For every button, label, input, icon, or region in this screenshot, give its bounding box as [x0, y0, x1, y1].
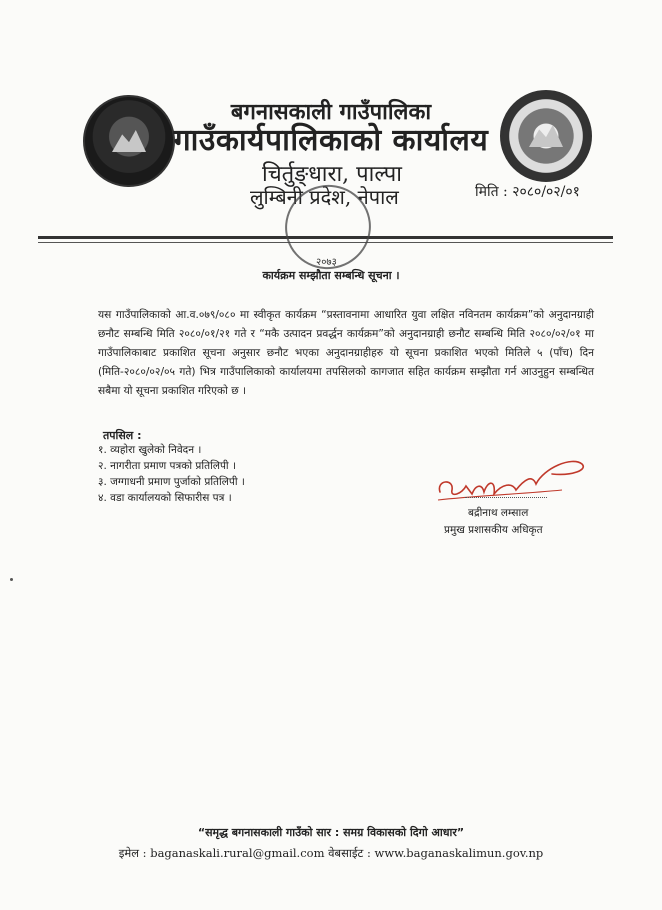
notice-body: यस गाउँपालिकाको आ.व.०७९/०८० मा स्वीकृत कार्यक्रम “प्रस्तावनामा आधारित युवा लक्षित नविनतम कार्यक्रम”को अनुदानग्राही छनौट सम्बन्धि मिति २०८०/०१/२१ गते र “मकै उत्पादन प्रवर्द्धन कार्यक्रम”को अनुदानग्राही छनौट सम्बन्धि मिति २०८०/०२/०१ मा गाउँपालिकाबाट प्रकाशित सूचना अनुसार छनौट भएका अनुदानग्राहीहरु यो सूचना प्रकाशित भएको मितिले ५ (पाँच) दिन (मिति-२०८०/०२/०५ गते) भित्र गाउँपालिकाको कार्यालयमा तपसिलको कागजात सहित कार्यक्रम सम्झौता गर्न आउनुहुन सम्बन्धित सबैमा यो सूचना प्रकाशित गरिएको छ । — [98, 309, 594, 397]
footer-slogan: “समृद्ध बगनासकाली गाउँको सार : समग्र विकासको दिगो आधार” — [197, 826, 465, 839]
letter-date: मिति : २०८०/०२/०१ — [475, 184, 580, 200]
annex-item: ४. वडा कार्यालयको सिफारीस पत्र । — [98, 492, 232, 504]
footer-contact: इमेल : baganaskali.rural@gmail.com वेबसाईट : www.baganaskalimun.gov.np — [118, 846, 544, 860]
office-name: गाउँकार्यपालिकाको कार्यालय — [173, 123, 489, 158]
annex-item: २. नागरीता प्रमाण पत्रको प्रतिलिपी । — [98, 460, 236, 472]
scan-speck — [10, 578, 13, 581]
location-line2: लुम्बिनी प्रदेश, नेपाल — [250, 185, 399, 209]
stamp-year: २०७३ — [316, 257, 337, 268]
notice-title: कार्यक्रम सम्झौता सम्बन्धि सूचना । — [262, 269, 400, 282]
org-name: बगनासकाली गाउँपालिका — [230, 99, 432, 125]
annex-item: १. व्यहोरा खुलेको निवेदन । — [98, 444, 202, 456]
signature-line — [465, 497, 547, 498]
signature-scribble — [432, 450, 592, 510]
signatory-name: बद्रीनाथ लम्साल — [468, 507, 529, 519]
signatory-title: प्रमुख प्रशासकीय अधिकृत — [444, 524, 543, 536]
location-line1: चिर्तुङ्धारा, पाल्पा — [262, 162, 402, 187]
annex-item: ३. जग्गाधनी प्रमाण पुर्जाको प्रतिलिपी । — [98, 476, 245, 488]
annex-heading: तपसिल : — [103, 429, 142, 442]
